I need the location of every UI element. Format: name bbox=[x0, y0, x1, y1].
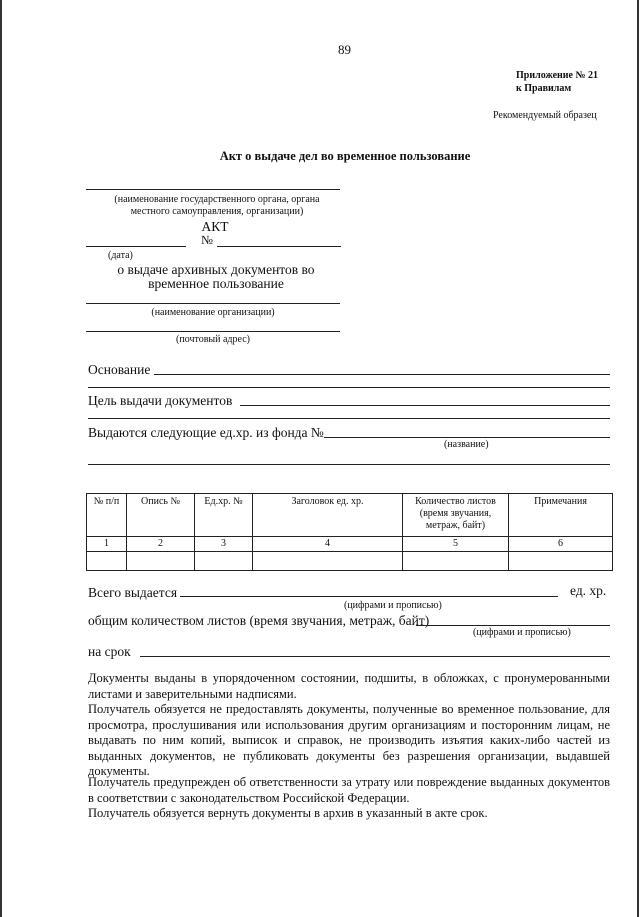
basis-line bbox=[154, 374, 610, 375]
number-cell: 5 bbox=[403, 537, 509, 552]
term-label: на срок bbox=[88, 644, 131, 659]
header-cell: Опись № bbox=[127, 494, 195, 537]
number-sign: № bbox=[201, 233, 213, 247]
sample-label: Рекомендуемый образец bbox=[493, 110, 597, 121]
basis-line-2 bbox=[88, 387, 610, 388]
table-cell bbox=[195, 552, 253, 571]
unit-label: ед. хр. bbox=[570, 583, 607, 598]
subject-line-2: временное пользование bbox=[148, 276, 284, 291]
header-cell: Количество листов (время звучания, метраж, байт) bbox=[403, 494, 509, 537]
purpose-line-2 bbox=[88, 418, 610, 419]
paragraph-obligation: Получатель обязуется не предоставлять документы, полученные во временное пользование, для просмотра, прослушивания или использования другим организациям и посторонним лицам, не выдавать по ним копий, выписок и справок, не производить изъятия каких-либо частей из выданных документов, не публиковать документы без разрешения организации, выдавшей документы. bbox=[88, 702, 610, 779]
issued-caption: (цифрами и прописью) bbox=[344, 600, 442, 611]
sheets-caption: (цифрами и прописью) bbox=[473, 627, 571, 638]
address-caption: (почтовый адрес) bbox=[176, 334, 250, 345]
fund-label: Выдаются следующие ед.хр. из фонда № bbox=[88, 425, 324, 440]
page-edge-left bbox=[0, 0, 2, 917]
purpose-label: Цель выдачи документов bbox=[88, 393, 233, 408]
org-line bbox=[86, 303, 340, 304]
table-row bbox=[87, 552, 613, 571]
page-number: 89 bbox=[338, 42, 351, 57]
issued-line bbox=[180, 596, 558, 597]
fund-caption: (название) bbox=[444, 439, 489, 450]
paragraph-return: Получатель обязуется вернуть документы в архив в указанный в акте срок. bbox=[88, 806, 488, 820]
date-caption: (дата) bbox=[108, 250, 133, 261]
table-cell bbox=[87, 552, 127, 571]
org-name-caption: (наименование организации) bbox=[151, 307, 275, 318]
appendix-rules: к Правилам bbox=[516, 83, 572, 94]
header-cell: Ед.хр. № bbox=[195, 494, 253, 537]
appendix-number: Приложение № 21 bbox=[516, 70, 599, 81]
number-cell: 3 bbox=[195, 537, 253, 552]
page-edge-right bbox=[637, 0, 639, 917]
table-number-row bbox=[87, 537, 613, 552]
org-caption-2: местного самоуправления, организации) bbox=[130, 206, 304, 217]
fund-line-2 bbox=[88, 464, 610, 465]
term-line bbox=[140, 656, 610, 657]
number-cell: 1 bbox=[87, 537, 127, 552]
address-line bbox=[86, 331, 340, 332]
fund-line bbox=[324, 437, 610, 438]
paragraph-condition: Документы выданы в упорядоченном состоянии, подшиты, в обложках, с пронумерованными листами и заверительными надписями. bbox=[88, 671, 610, 701]
sheets-label: общим количеством листов (время звучания, метраж, байт) bbox=[88, 613, 430, 628]
header-cell: Примечания bbox=[509, 494, 613, 537]
table-cell bbox=[509, 552, 613, 571]
header-cell: № п/п bbox=[87, 494, 127, 537]
issued-label: Всего выдается bbox=[88, 585, 178, 600]
number-cell: 2 bbox=[127, 537, 195, 552]
table-cell bbox=[127, 552, 195, 571]
date-line bbox=[86, 246, 186, 247]
number-cell: 6 bbox=[509, 537, 613, 552]
org-caption-1: (наименование государственного органа, органа bbox=[114, 194, 320, 205]
table-header-row bbox=[87, 494, 613, 537]
purpose-line bbox=[240, 405, 610, 406]
subject-line-1: о выдаче архивных документов во bbox=[117, 262, 315, 277]
table-cell bbox=[253, 552, 403, 571]
table-cell bbox=[403, 552, 509, 571]
number-line bbox=[217, 246, 341, 247]
paragraph-responsibility: Получатель предупрежден об ответственности за утрату или повреждение выданных документов в соответствии с законодательством Российской Федерации. bbox=[88, 775, 610, 805]
document-title: Акт о выдаче дел во временное пользование bbox=[219, 149, 471, 163]
basis-label: Основание bbox=[88, 362, 151, 377]
number-cell: 4 bbox=[253, 537, 403, 552]
items-table bbox=[86, 493, 613, 571]
org-name-line bbox=[86, 189, 340, 190]
akt-heading: АКТ bbox=[201, 219, 229, 234]
header-cell: Заголовок ед. хр. bbox=[253, 494, 403, 537]
sheets-line bbox=[416, 625, 610, 626]
